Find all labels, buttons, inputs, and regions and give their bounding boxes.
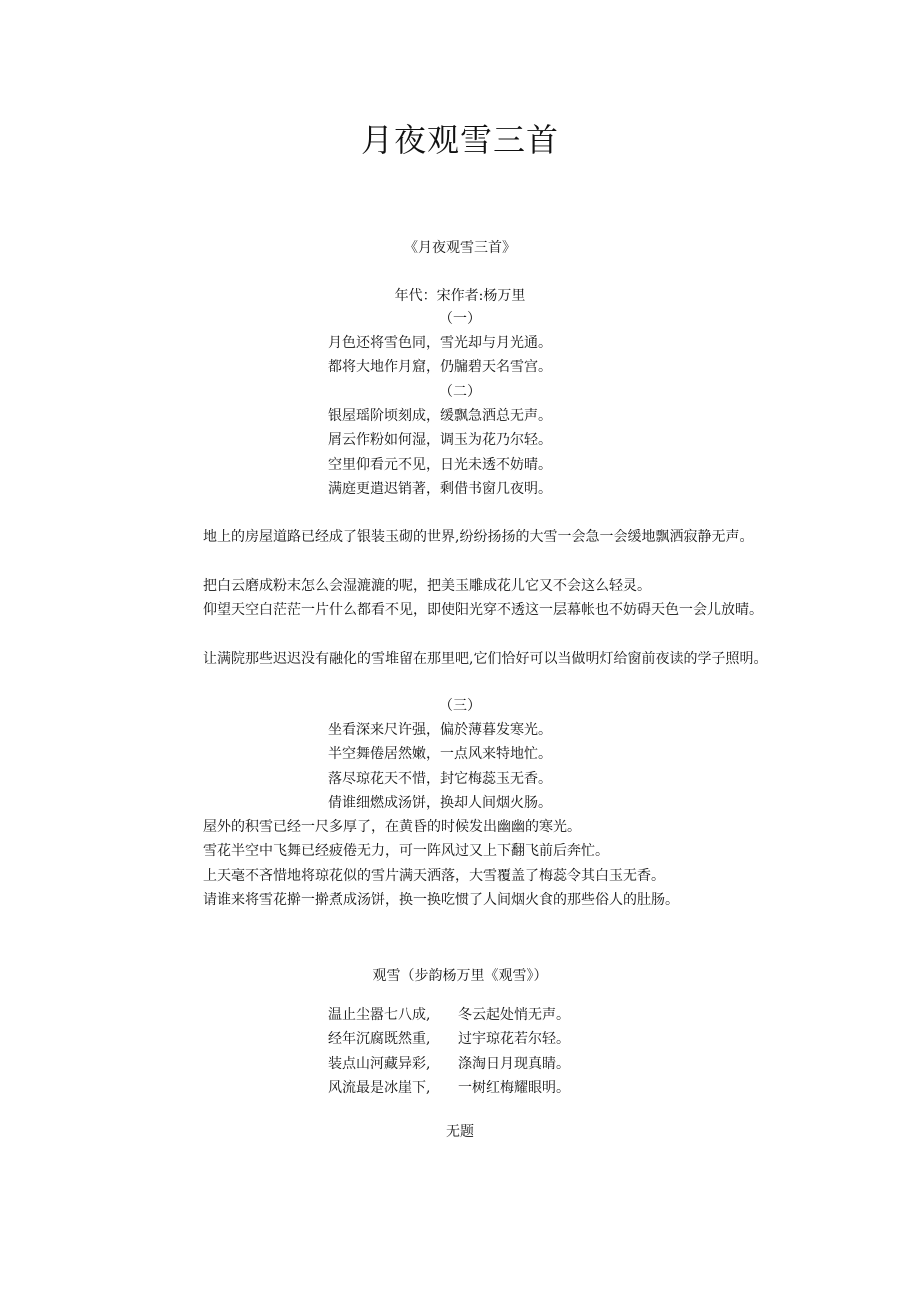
section-3-translation [203,815,679,912]
poem-3-heading: 无题 [446,1124,474,1140]
translation-paragraph: 地上的房屋道路已经成了银装玉砌的世界,纷纷扬扬的大雪一会急一会缓地飘洒寂静无声。 [203,529,754,545]
poem-line-first-half: 经年沉腐既然重, [328,1031,431,1048]
poem-line-first-half: 装点山河藏异彩, [328,1055,431,1072]
poem-line [328,1076,570,1100]
poem-line [328,1027,570,1051]
poem-line: 空里仰看元不见，日光未透不妨晴。 [328,456,552,473]
poem-2-heading: 观雪（步韵杨万里《观雪》） [372,968,548,984]
poem-line-first-half: 风流最是冰崖下, [328,1079,431,1096]
section-3-poem [328,718,552,815]
poem-line: 银屋瑶阶顷刻成，缓飘急洒总无声。 [328,408,552,424]
poem-line-first-half: 温止尘嚣七八成, [328,1007,431,1023]
translation-paragraph: 把白云磨成粉末怎么会湿漉漉的呢，把美玉雕成花儿它又不会这么轻灵。 [203,578,651,594]
poem-line: 半空舞倦居然嫩，一点风来特地忙。 [328,746,552,763]
translation-line: 上天毫不吝惜地将琼花似的雪片满天洒落，大雪覆盖了梅蕊令其白玉无香。 [203,867,665,884]
translation-paragraph: 让满院那些迟迟没有融化的雪堆留在那里吧,它们恰好可以当做明灯给窗前夜读的学子照明。 [203,651,768,667]
translation-line: 屋外的积雪已经一尺多厚了，在黄昏的时候发出幽幽的寒光。 [203,819,581,835]
poem-line-second-half: 涤淘日月现真睛。 [458,1055,570,1072]
translation-line: 请谁来将雪花擀一擀煮成汤饼，换一换吃惯了人间烟火食的那些俗人的肚肠。 [203,891,679,908]
poem-line [328,1052,570,1076]
poem-line: 倩谁细燃成汤饼，换却人间烟火肠。 [328,794,552,811]
section-3-label: （三） [439,698,481,714]
poem-line: 落尽琼花天不惜，封它梅蕊玉无香。 [328,770,552,787]
poem-line-second-half: 冬云起处悄无声。 [458,1007,570,1023]
poem-line-second-half: 一树红梅耀眼明。 [458,1079,570,1096]
translation-paragraph: 仰望天空白茫茫一片什么都看不见，即使阳光穿不透这一层幕帐也不妨碍天色一会儿放晴。 [203,602,763,618]
poem-meta: 年代：宋作者:杨万里 [394,288,526,304]
poem-line [328,1003,570,1027]
section-1-poem [328,331,552,380]
poem-heading: 《月夜观雪三首》 [404,240,516,256]
poem-line-second-half: 过宇琼花若尔轻。 [458,1031,570,1048]
poem-line: 满庭更遣迟销著，剩借书窗几夜明。 [328,480,552,497]
translation-line: 雪花半空中飞舞已经疲倦无力，可一阵风过又上下翻飞前后奔忙。 [203,843,609,860]
poem-2-body [328,1003,570,1100]
poem-line: 坐看深来尺许强，偏於薄暮发寒光。 [328,722,552,738]
page-title: 月夜观雪三首 [360,121,559,159]
poem-line: 屑云作粉如何湿，调玉为花乃尔轻。 [328,432,552,449]
section-1-label: （一） [439,311,481,327]
section-2-poem [328,404,552,501]
poem-line: 都将大地作月窟，仍牖碧天名雪宫。 [328,359,552,376]
poem-line: 月色还将雪色同，雪光却与月光通。 [328,335,552,351]
section-2-label: （二） [439,384,481,400]
